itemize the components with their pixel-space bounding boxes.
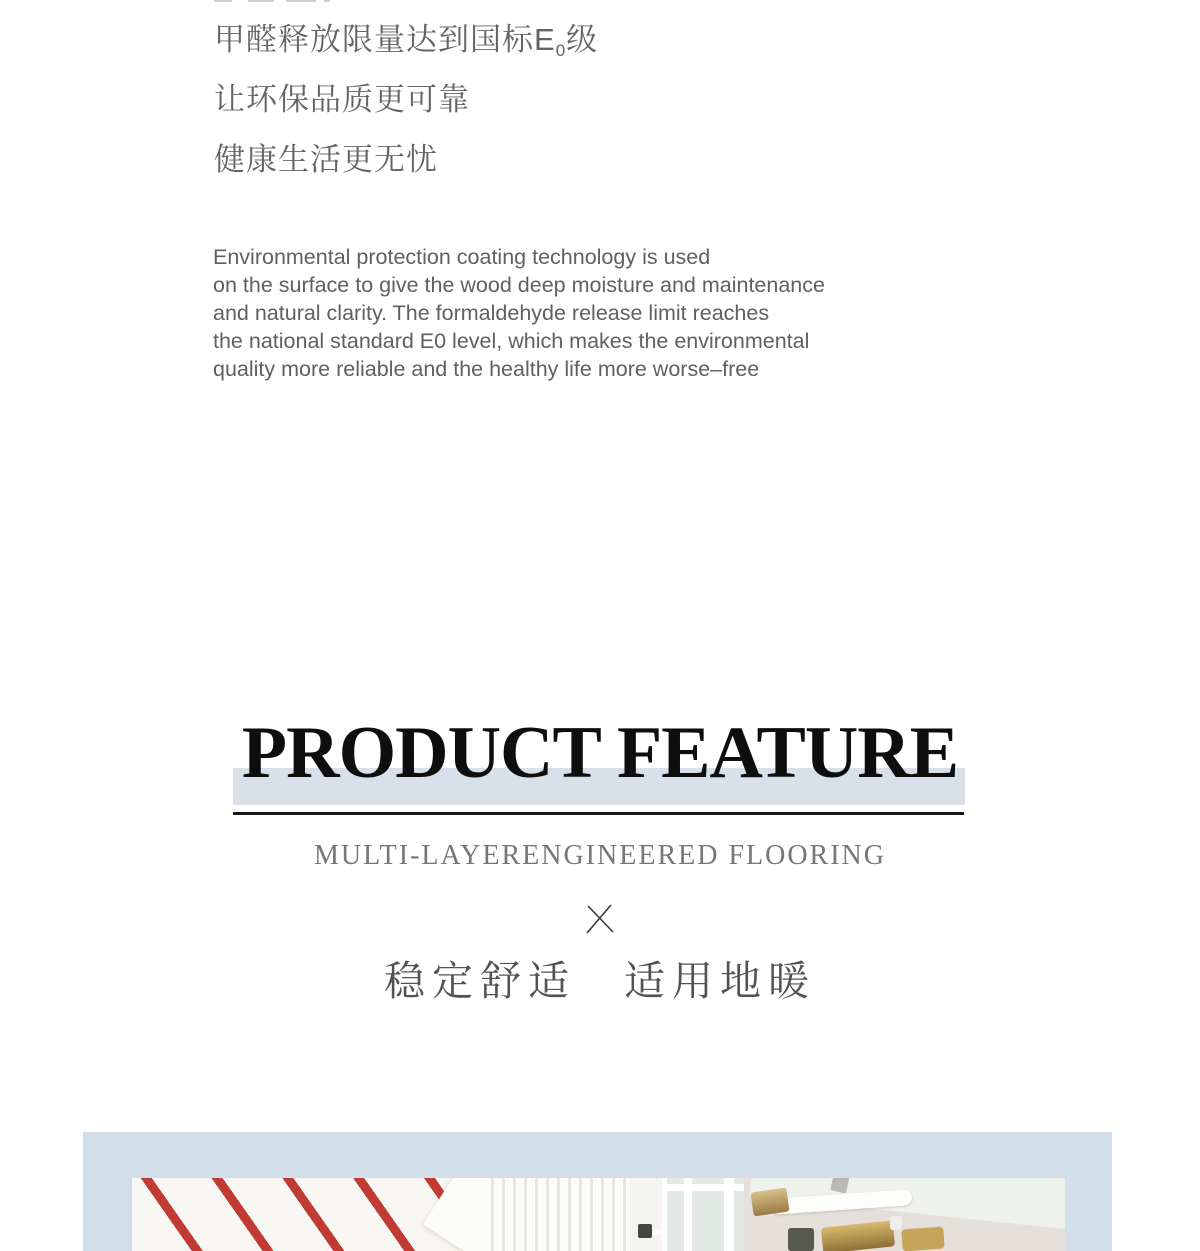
brass-fitting: [751, 1188, 790, 1217]
chinese-tagline: 稳定舒适 适用地暖: [384, 958, 816, 1004]
cutoff-mark: [248, 0, 274, 2]
radiator-side-panel: [630, 1178, 662, 1251]
heading-line-eco-quality: 让环保品质更可靠: [214, 82, 470, 117]
valve-knob: [890, 1216, 902, 1230]
wall-panel: [744, 1178, 1065, 1251]
brass-valve: [821, 1220, 895, 1251]
radiator-valve: [638, 1224, 652, 1238]
heading-line-healthy-life: 健康生活更无忧: [214, 142, 438, 177]
underfloor-heating-photo: [132, 1178, 1065, 1251]
title-underline-rule: [233, 812, 964, 815]
radiator-fins: [483, 1178, 630, 1251]
english-description-line: quality more reliable and the healthy life more worse–free: [213, 357, 760, 381]
cutoff-mark: [286, 0, 316, 2]
heading-e0-subscript: 0: [555, 40, 567, 60]
door-frame-bar: [662, 1184, 744, 1191]
glass-door-panel: [662, 1178, 744, 1251]
x-divider-icon: [583, 903, 617, 935]
heading-e0-suffix: 级: [566, 22, 599, 57]
section-subtitle: MULTI-LAYERENGINEERED FLOORING: [313, 840, 886, 871]
cutoff-mark: [324, 0, 330, 2]
heading-line-formaldehyde: [214, 22, 598, 69]
valve-handle: [788, 1228, 814, 1251]
brass-valve: [901, 1227, 944, 1251]
section-title: PRODUCT FEATURE: [241, 712, 959, 794]
english-description-line: Environmental protection coating technology is used: [213, 245, 711, 269]
english-description-line: on the surface to give the wood deep moisture and maintenance: [213, 273, 825, 297]
english-description-line: and natural clarity. The formaldehyde release limit reaches: [213, 301, 770, 325]
heading-e0-prefix: 甲醛释放限量达到国标E: [214, 22, 556, 57]
english-description-line: the national standard E0 level, which makes the environmental: [213, 329, 810, 353]
cutoff-mark: [214, 0, 232, 2]
